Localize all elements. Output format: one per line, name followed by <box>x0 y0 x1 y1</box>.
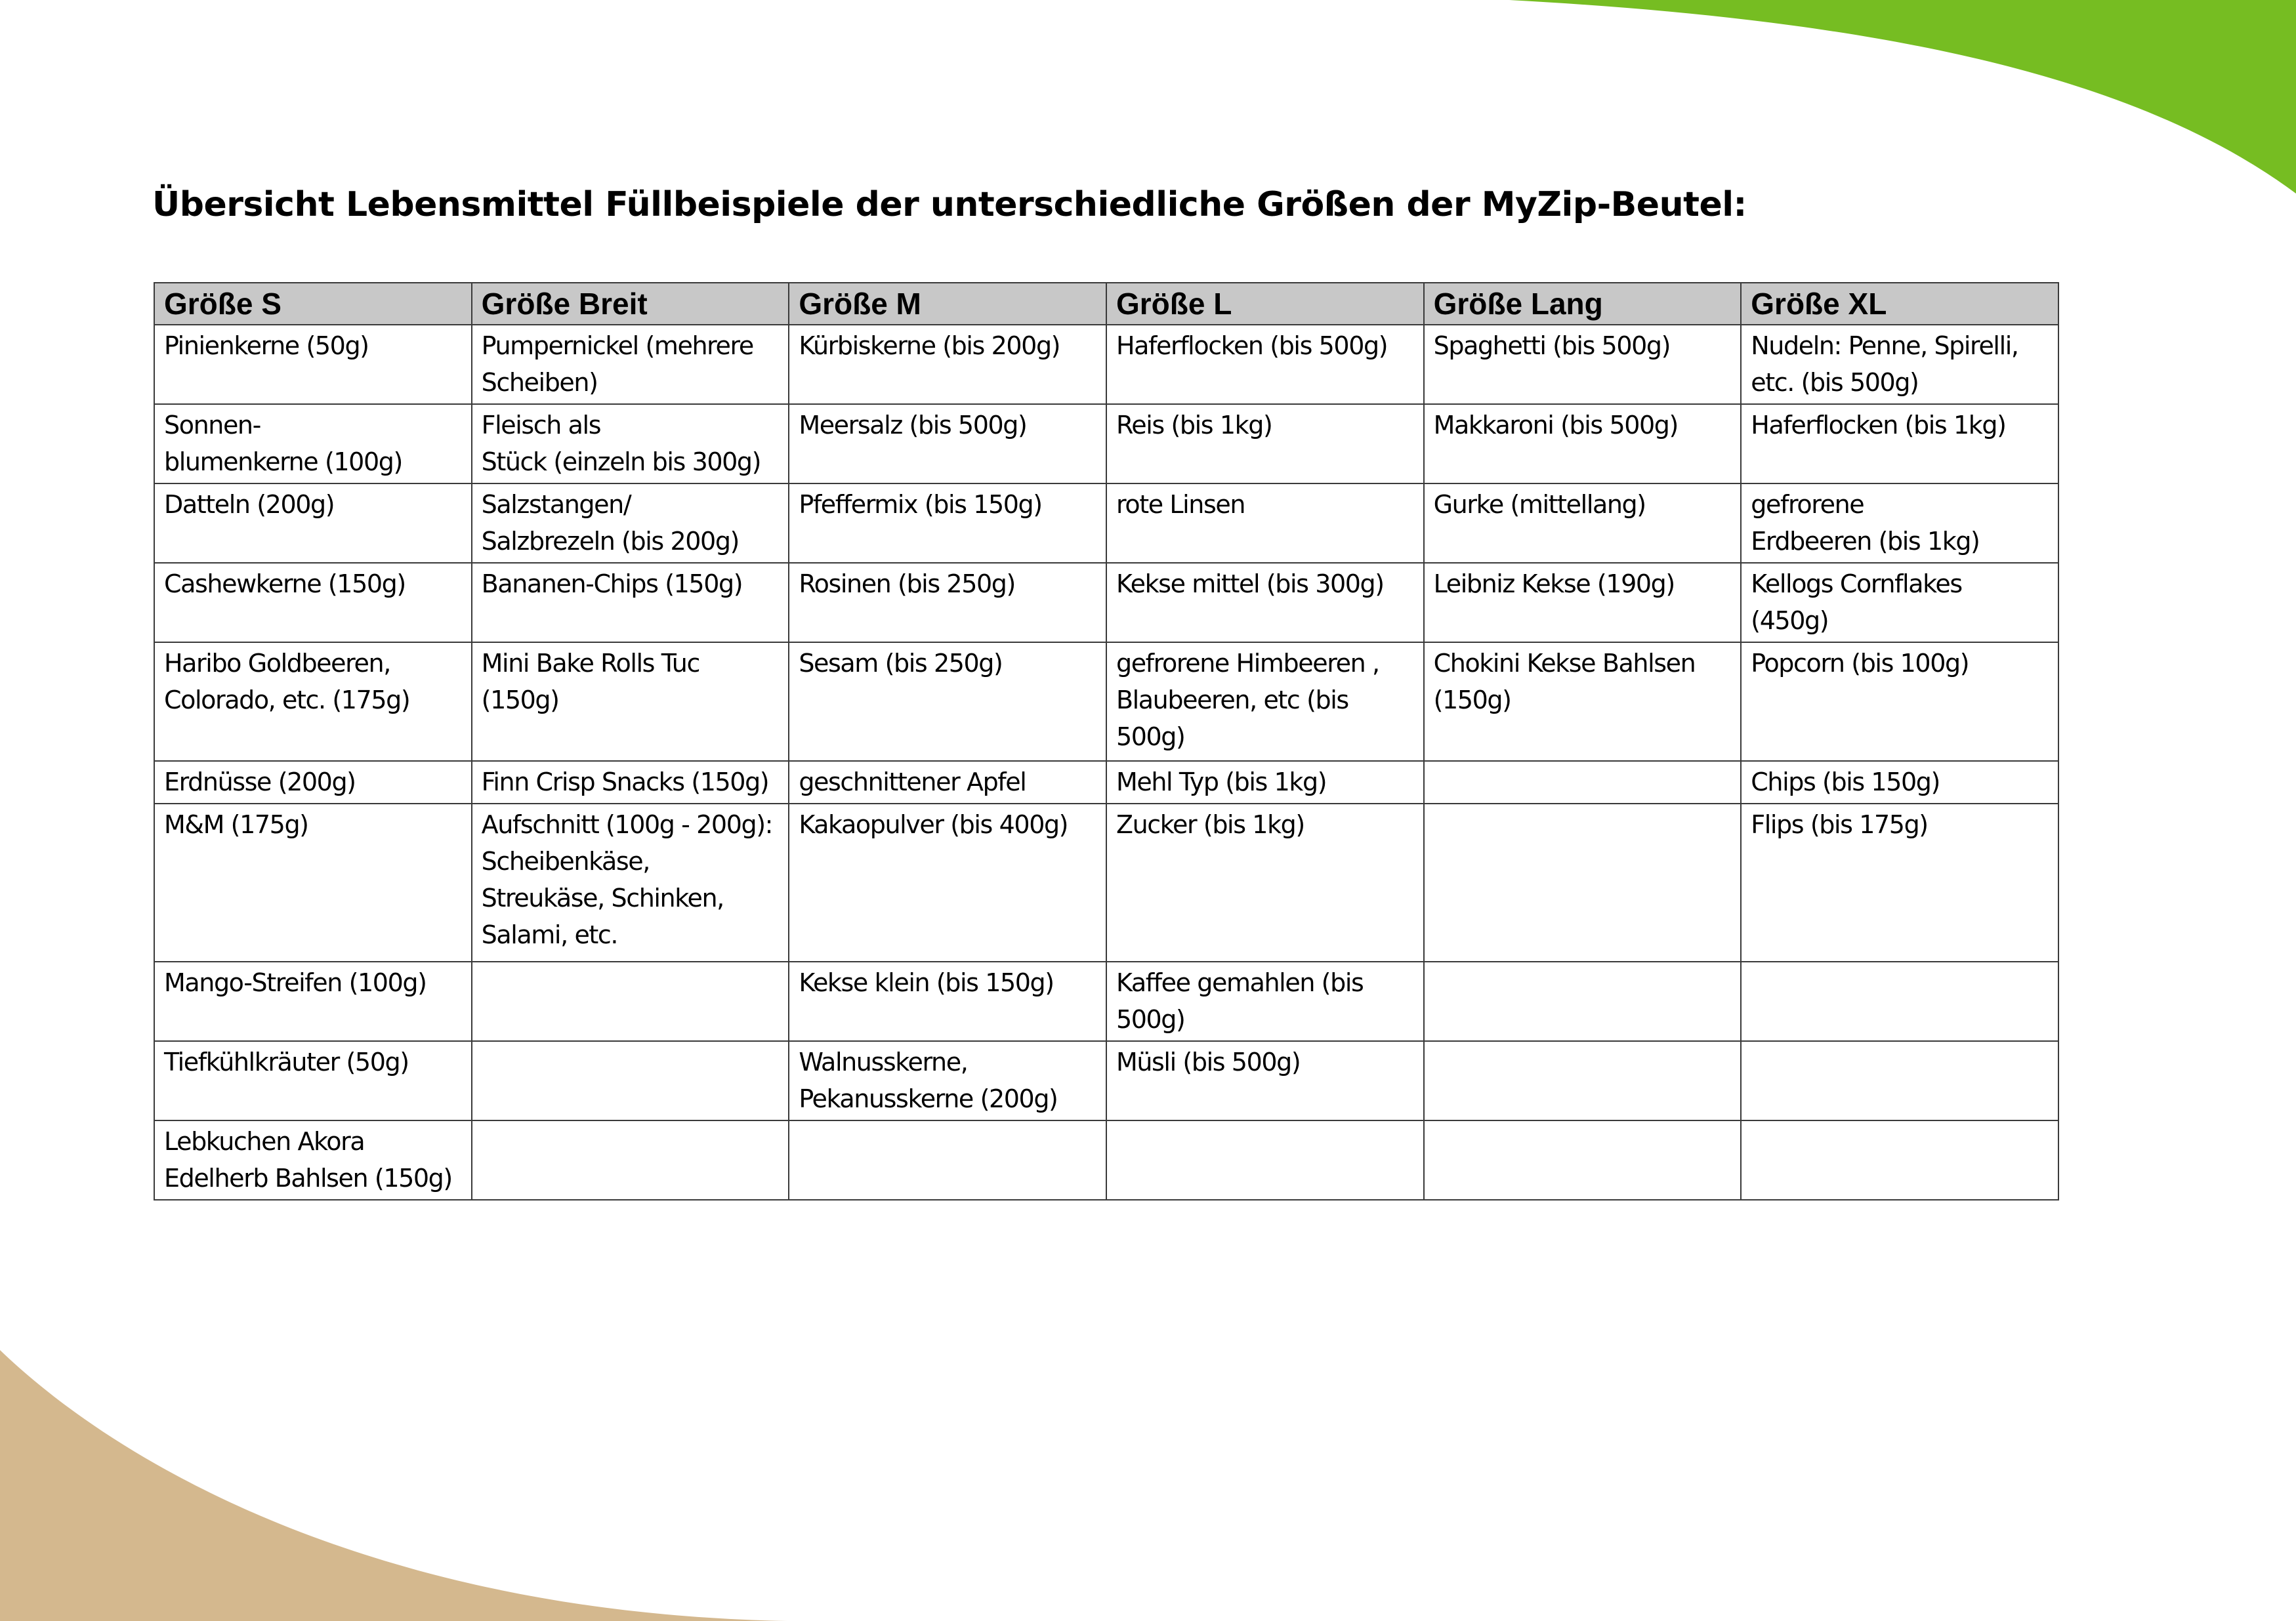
table-cell: Lebkuchen Akora Edelherb Bahlsen (150g) <box>154 1120 472 1200</box>
table-cell <box>1106 1120 1424 1200</box>
table-cell <box>472 1120 789 1200</box>
table-cell: Flips (bis 175g) <box>1741 804 2058 962</box>
table-cell: gefrorene Erdbeeren (bis 1kg) <box>1741 483 2058 563</box>
table-cell <box>1741 962 2058 1041</box>
table-row <box>154 1041 2058 1120</box>
table-row <box>154 642 2058 761</box>
table-cell: Makkaroni (bis 500g) <box>1424 404 1742 483</box>
table-cell <box>472 962 789 1041</box>
table-cell: Salzstangen/ Salzbrezeln (bis 200g) <box>472 483 789 563</box>
table-cell: geschnittener Apfel <box>789 761 1106 804</box>
table-cell: Fleisch als Stück (einzeln bis 300g) <box>472 404 789 483</box>
table-cell: Erdnüsse (200g) <box>154 761 472 804</box>
table-cell: Rosinen (bis 250g) <box>789 563 1106 642</box>
table-cell: Cashewkerne (150g) <box>154 563 472 642</box>
column-header: Größe L <box>1106 283 1424 325</box>
table-cell: Kekse mittel (bis 300g) <box>1106 563 1424 642</box>
table-cell: Sesam (bis 250g) <box>789 642 1106 761</box>
table-cell <box>1424 761 1742 804</box>
table-cell: Zucker (bis 1kg) <box>1106 804 1424 962</box>
table-cell: Chips (bis 150g) <box>1741 761 2058 804</box>
table-cell: gefrorene Himbeeren , Blaubeeren, etc (bis 500g) <box>1106 642 1424 761</box>
table-cell <box>1424 962 1742 1041</box>
table-cell: Müsli (bis 500g) <box>1106 1041 1424 1120</box>
green-swoosh-top-right <box>1509 0 2296 194</box>
table-cell: Gurke (mittellang) <box>1424 483 1742 563</box>
table-cell: Pfeffermix (bis 150g) <box>789 483 1106 563</box>
table-cell: Meersalz (bis 500g) <box>789 404 1106 483</box>
table-cell: Haferflocken (bis 1kg) <box>1741 404 2058 483</box>
table-row <box>154 761 2058 804</box>
column-header: Größe XL <box>1741 283 2058 325</box>
table-cell: rote Linsen <box>1106 483 1424 563</box>
table-cell: Aufschnitt (100g - 200g): Scheibenkäse, Streukäse, Schinken, Salami, etc. <box>472 804 789 962</box>
table-cell: Kakaopulver (bis 400g) <box>789 804 1106 962</box>
table-cell: Mehl Typ (bis 1kg) <box>1106 761 1424 804</box>
table-cell <box>472 1041 789 1120</box>
table-cell: Popcorn (bis 100g) <box>1741 642 2058 761</box>
column-header: Größe M <box>789 283 1106 325</box>
table-cell: Leibniz Kekse (190g) <box>1424 563 1742 642</box>
table-cell <box>1424 804 1742 962</box>
table-row <box>154 804 2058 962</box>
table-cell: Walnusskerne, Pekanusskerne (200g) <box>789 1041 1106 1120</box>
table-row <box>154 563 2058 642</box>
table-cell: Bananen-Chips (150g) <box>472 563 789 642</box>
table-cell: Kellogs Cornflakes (450g) <box>1741 563 2058 642</box>
table-cell: Pumpernickel (mehrere Scheiben) <box>472 325 789 404</box>
table-cell <box>1424 1120 1742 1200</box>
table-cell: Kaffee gemahlen (bis 500g) <box>1106 962 1424 1041</box>
table-cell: Haferflocken (bis 500g) <box>1106 325 1424 404</box>
table-cell: Nudeln: Penne, Spirelli, etc. (bis 500g) <box>1741 325 2058 404</box>
table-cell: Haribo Goldbeeren, Colorado, etc. (175g) <box>154 642 472 761</box>
table-cell: Finn Crisp Snacks (150g) <box>472 761 789 804</box>
table-cell: Tiefkühlkräuter (50g) <box>154 1041 472 1120</box>
table-cell <box>1741 1041 2058 1120</box>
table-cell: Kekse klein (bis 150g) <box>789 962 1106 1041</box>
table-cell: Spaghetti (bis 500g) <box>1424 325 1742 404</box>
table-cell: Mini Bake Rolls Tuc (150g) <box>472 642 789 761</box>
table-cell: M&M (175g) <box>154 804 472 962</box>
table-cell: Pinienkerne (50g) <box>154 325 472 404</box>
column-header: Größe S <box>154 283 472 325</box>
table-body <box>154 325 2058 1200</box>
table-cell <box>1424 1041 1742 1120</box>
table-cell: Datteln (200g) <box>154 483 472 563</box>
table-row <box>154 325 2058 404</box>
table-cell: Reis (bis 1kg) <box>1106 404 1424 483</box>
table-cell: Chokini Kekse Bahlsen (150g) <box>1424 642 1742 761</box>
tan-swoosh-bottom-left <box>0 1350 787 1621</box>
table-header-row <box>154 283 2058 325</box>
table-cell: Mango-Streifen (100g) <box>154 962 472 1041</box>
column-header: Größe Lang <box>1424 283 1742 325</box>
table-cell <box>1741 1120 2058 1200</box>
food-fill-examples-table <box>154 282 2059 1200</box>
table-cell <box>789 1120 1106 1200</box>
table-row <box>154 962 2058 1041</box>
table-row <box>154 483 2058 563</box>
table-cell: Sonnen- blumenkerne (100g) <box>154 404 472 483</box>
table-row <box>154 404 2058 483</box>
table-cell: Kürbiskerne (bis 200g) <box>789 325 1106 404</box>
column-header: Größe Breit <box>472 283 789 325</box>
page-title: Übersicht Lebensmittel Füllbeispiele der unterschiedliche Größen der MyZip-Beutel: <box>152 185 1747 224</box>
table-row <box>154 1120 2058 1200</box>
